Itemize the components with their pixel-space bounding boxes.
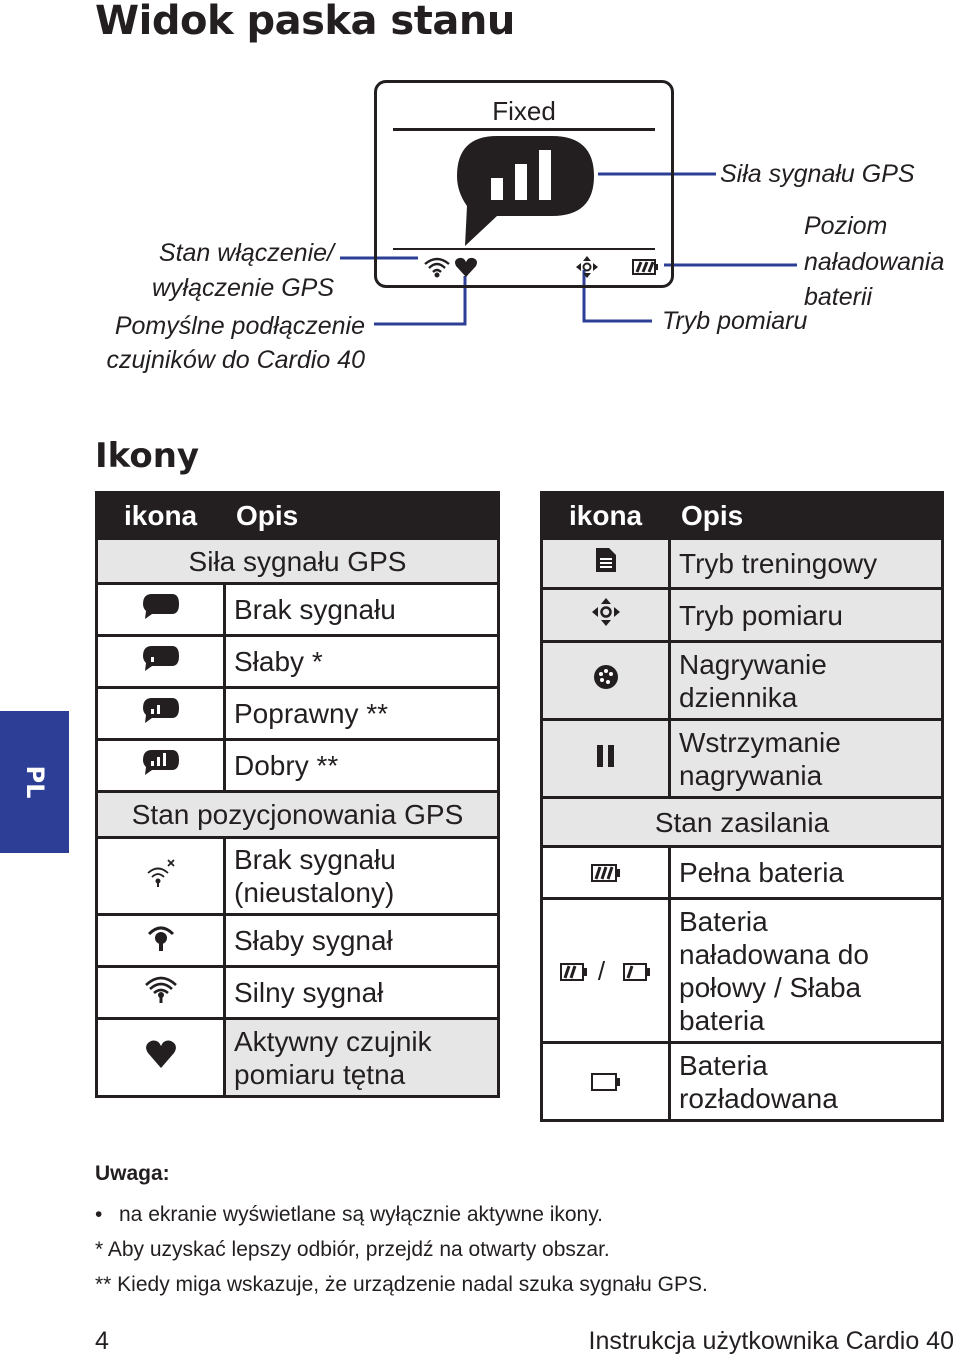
row-desc bbox=[670, 720, 943, 798]
group-label: Stan pozycjonowania GPS bbox=[97, 792, 499, 838]
row-desc: Poprawny ** bbox=[225, 688, 499, 740]
row-desc-line2: nagrywania bbox=[679, 759, 823, 791]
row-desc-line3: połowy / Słaba bbox=[679, 971, 862, 1003]
table-row bbox=[97, 915, 499, 967]
row-desc: Tryb pomiaru bbox=[670, 589, 943, 642]
gps-status-icon bbox=[422, 255, 452, 279]
callout-battery-line3: baterii bbox=[804, 283, 873, 311]
row-desc bbox=[225, 838, 499, 915]
screen-mode-label: Fixed bbox=[492, 96, 556, 126]
screen-divider-top bbox=[393, 128, 655, 131]
signal-none-icon bbox=[97, 584, 225, 636]
table-group-row bbox=[542, 798, 943, 847]
table-group-row bbox=[97, 539, 499, 584]
icons-table-left bbox=[95, 491, 500, 1098]
pause-icon bbox=[542, 720, 670, 798]
callout-sensor-line2: czujników do Cardio 40 bbox=[106, 346, 365, 374]
table-row bbox=[97, 1019, 499, 1097]
language-tab-label: PL bbox=[20, 765, 49, 799]
row-desc: Słaby sygnał bbox=[225, 915, 499, 967]
section-heading: Ikony bbox=[95, 436, 200, 476]
table-row bbox=[542, 1043, 943, 1121]
training-mode-icon bbox=[542, 539, 670, 589]
note-star-2: ** Kiedy miga wskazuje, że urządzenie nadal szuka sygnału GPS. bbox=[95, 1273, 708, 1296]
gps-weak-icon bbox=[97, 915, 225, 967]
group-label: Stan zasilania bbox=[542, 798, 943, 847]
callout-battery-line2: naładowania bbox=[804, 248, 945, 276]
callout-gps-onoff-line1: Stan włączenie/ bbox=[158, 239, 334, 267]
row-desc-line2: (nieustalony) bbox=[234, 877, 395, 908]
header-icon: ikona bbox=[542, 493, 670, 539]
signal-good-icon bbox=[97, 740, 225, 792]
row-desc: Dobry ** bbox=[225, 740, 499, 792]
row-desc: Tryb treningowy bbox=[670, 539, 943, 589]
measure-mode-icon bbox=[542, 589, 670, 642]
table-group-row bbox=[97, 792, 499, 838]
screen-divider-bottom bbox=[393, 248, 655, 250]
header-desc: Opis bbox=[225, 493, 499, 539]
table-row bbox=[542, 539, 943, 589]
heart-icon bbox=[97, 1019, 225, 1097]
row-desc-line2: rozładowana bbox=[679, 1082, 838, 1114]
row-desc-line4: bateria bbox=[679, 1004, 765, 1036]
notes-heading: Uwaga: bbox=[95, 1162, 170, 1185]
row-desc: Słaby * bbox=[225, 636, 499, 688]
row-desc-line1: Bateria bbox=[679, 1049, 768, 1081]
table-row bbox=[97, 688, 499, 740]
table-row bbox=[542, 720, 943, 798]
row-desc bbox=[670, 642, 943, 720]
table-row bbox=[542, 847, 943, 899]
row-desc-line1: Wstrzymanie bbox=[679, 726, 841, 758]
table-header bbox=[542, 493, 943, 539]
callout-gps-onoff-line2: wyłączenie GPS bbox=[151, 274, 334, 302]
row-desc-line2: pomiaru tętna bbox=[234, 1058, 406, 1090]
page-number: 4 bbox=[95, 1327, 109, 1355]
header-desc: Opis bbox=[670, 493, 943, 539]
signal-weak-icon bbox=[97, 636, 225, 688]
table-row bbox=[97, 838, 499, 915]
table-row bbox=[97, 584, 499, 636]
footer-title: Instrukcja użytkownika Cardio 40 bbox=[588, 1327, 954, 1355]
note-bullet-text: na ekranie wyświetlane są wyłącznie aktywne ikony. bbox=[119, 1203, 604, 1226]
callout-battery-line1: Poziom bbox=[804, 212, 888, 240]
measure-mode-icon bbox=[576, 256, 598, 278]
table-row bbox=[542, 589, 943, 642]
row-desc: Silny sygnał bbox=[225, 967, 499, 1019]
header-icon: ikona bbox=[97, 493, 225, 539]
group-label: Siła sygnału GPS bbox=[97, 539, 499, 584]
battery-half-icon bbox=[560, 963, 588, 981]
gps-signal-bubble-icon bbox=[457, 136, 597, 251]
battery-empty-icon bbox=[542, 1043, 670, 1121]
battery-half-low-icons bbox=[542, 899, 670, 1043]
icons-table-right bbox=[540, 491, 944, 1122]
row-desc-line2: dziennika bbox=[679, 681, 798, 713]
row-desc-line2: naładowana do bbox=[679, 938, 869, 970]
record-log-icon bbox=[542, 642, 670, 720]
row-desc: Pełna bateria bbox=[670, 847, 943, 899]
row-desc bbox=[670, 899, 943, 1043]
table-header bbox=[97, 493, 499, 539]
row-desc-line1: Brak sygnału bbox=[234, 844, 396, 875]
row-desc: Brak sygnału bbox=[225, 584, 499, 636]
row-desc-line1: Nagrywanie bbox=[679, 648, 827, 680]
signal-fair-icon bbox=[97, 688, 225, 740]
note-bullet bbox=[95, 1197, 708, 1232]
language-tab bbox=[0, 711, 69, 853]
battery-low-icon bbox=[623, 963, 651, 981]
table-row bbox=[542, 642, 943, 720]
table-row bbox=[97, 740, 499, 792]
battery-full-icon bbox=[632, 259, 660, 275]
device-screen bbox=[374, 80, 674, 288]
gps-no-fix-icon bbox=[97, 838, 225, 915]
gps-strong-icon bbox=[97, 967, 225, 1019]
callout-gps-strength: Siła sygnału GPS bbox=[720, 160, 915, 188]
callout-sensor-line1: Pomyślne podłączenie bbox=[114, 312, 365, 340]
note-star-1: * Aby uzyskać lepszy odbiór, przejdź na otwarty obszar. bbox=[95, 1238, 610, 1261]
table-row bbox=[97, 636, 499, 688]
row-desc bbox=[670, 1043, 943, 1121]
table-row bbox=[542, 899, 943, 1043]
row-desc-line1: Aktywny czujnik bbox=[234, 1025, 432, 1057]
battery-separator: / bbox=[597, 956, 606, 987]
battery-full-icon bbox=[542, 847, 670, 899]
row-desc-line1: Bateria bbox=[679, 905, 768, 937]
heart-icon bbox=[454, 256, 478, 278]
notes bbox=[95, 1156, 708, 1302]
table-row bbox=[97, 967, 499, 1019]
page-title: Widok paska stanu bbox=[95, 0, 515, 44]
callout-mode: Tryb pomiaru bbox=[662, 307, 808, 335]
row-desc bbox=[225, 1019, 499, 1097]
